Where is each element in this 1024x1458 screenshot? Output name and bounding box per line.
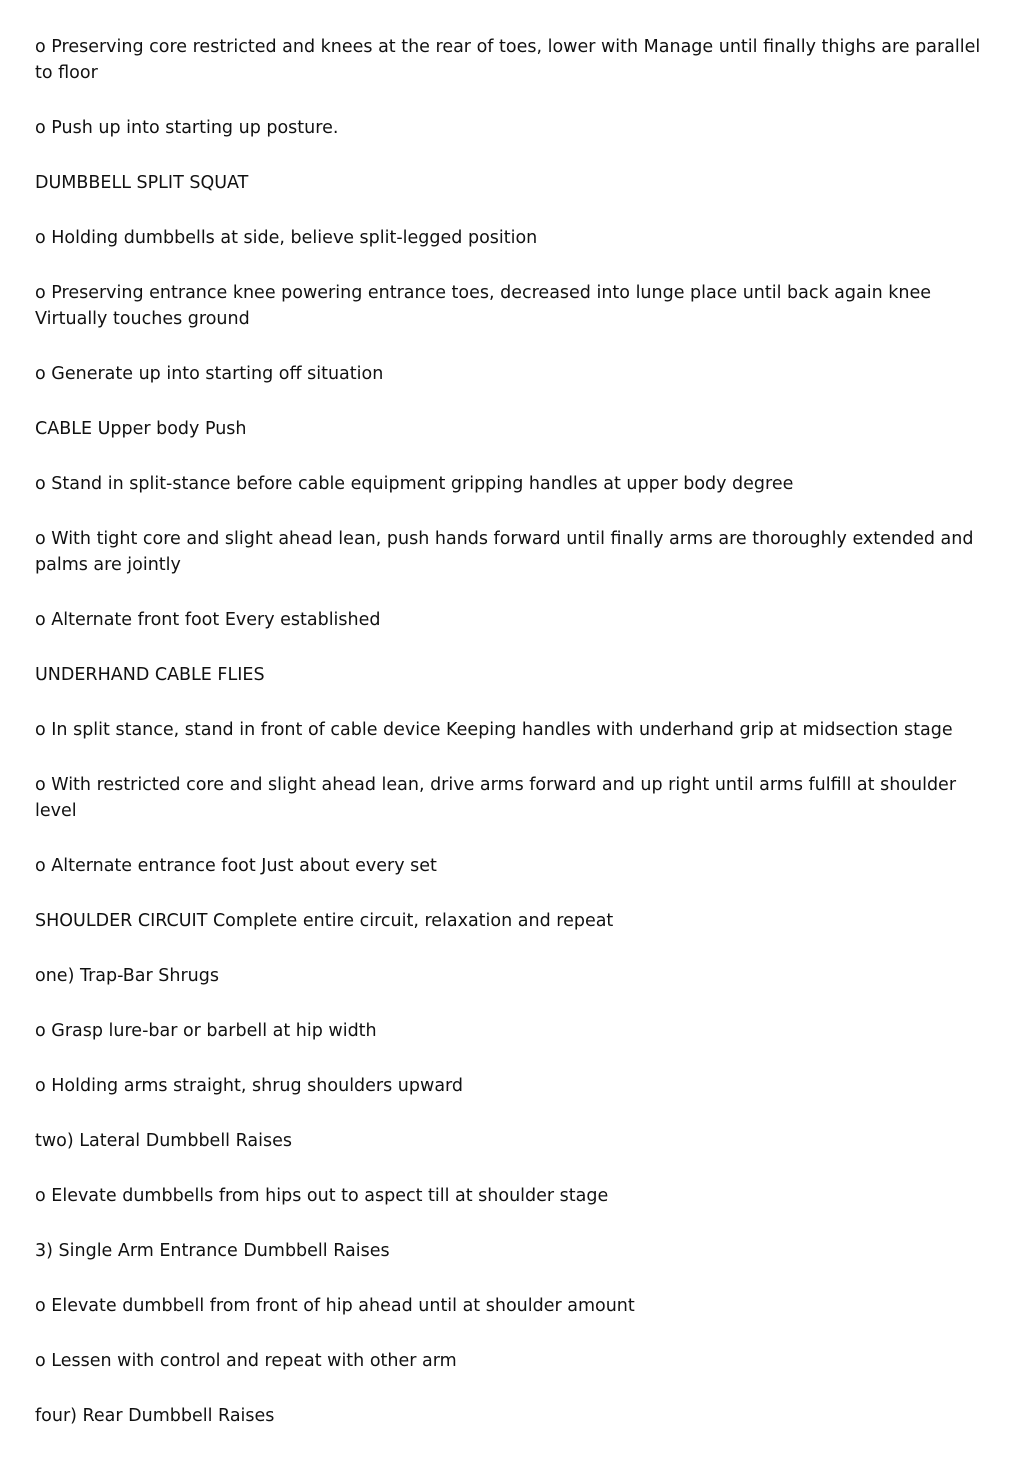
paragraph-front-raises-lift-step: o Elevate dumbbell from front of hip ahead until at shoulder amount: [35, 1296, 635, 1316]
paragraph-split-squat-hold-step: o Holding dumbbells at side, believe split-legged position: [35, 228, 538, 248]
paragraph-cable-flies-stance-step: o In split stance, stand in front of cable device Keeping handles with underhand grip at midsection stage: [35, 720, 953, 740]
paragraph-cable-flies-drive-step: o With restricted core and slight ahead lean, drive arms forward and up right until arms fulfill at shoulder level: [35, 775, 957, 821]
document-page: [35, 34, 990, 1458]
heading-shoulder-circuit: SHOULDER CIRCUIT Complete entire circuit, relaxation and repeat: [35, 911, 614, 931]
paragraph-shrugs-lift-step: o Holding arms straight, shrug shoulders upward: [35, 1076, 464, 1096]
paragraph-front-raises-lower-step: o Lessen with control and repeat with other arm: [35, 1351, 457, 1371]
paragraph-squat-push-up-step: o Push up into starting up posture.: [35, 118, 339, 138]
paragraph-cable-push-alternate-step: o Alternate front foot Every established: [35, 610, 381, 630]
paragraph-cable-push-stance-step: o Stand in split-stance before cable equipment gripping handles at upper body degree: [35, 474, 794, 494]
paragraph-cable-push-press-step: o With tight core and slight ahead lean, push hands forward until finally arms are thoroughly extended and palms are jointly: [35, 529, 974, 575]
paragraph-squat-lower-step: o Preserving core restricted and knees at the rear of toes, lower with Manage until finally thighs are parallel to floor: [35, 37, 981, 83]
paragraph-cable-flies-alternate-step: o Alternate entrance foot Just about every set: [35, 856, 437, 876]
paragraph-shrugs-grasp-step: o Grasp lure-bar or barbell at hip width: [35, 1021, 377, 1041]
paragraph-split-squat-lunge-step: o Preserving entrance knee powering entrance toes, decreased into lunge place until back again knee Virtually touches ground: [35, 283, 932, 329]
heading-dumbbell-split-squat: DUMBBELL SPLIT SQUAT: [35, 173, 249, 193]
subheading-trap-bar-shrugs: one) Trap-Bar Shrugs: [35, 966, 219, 986]
subheading-rear-dumbbell-raises: four) Rear Dumbbell Raises: [35, 1406, 275, 1426]
subheading-single-arm-front-raises: 3) Single Arm Entrance Dumbbell Raises: [35, 1241, 390, 1261]
paragraph-lateral-raises-step: o Elevate dumbbells from hips out to aspect till at shoulder stage: [35, 1186, 609, 1206]
paragraph-split-squat-return-step: o Generate up into starting off situation: [35, 364, 384, 384]
heading-underhand-cable-flies: UNDERHAND CABLE FLIES: [35, 665, 265, 685]
subheading-lateral-dumbbell-raises: two) Lateral Dumbbell Raises: [35, 1131, 292, 1151]
heading-cable-upper-body-push: CABLE Upper body Push: [35, 419, 247, 439]
